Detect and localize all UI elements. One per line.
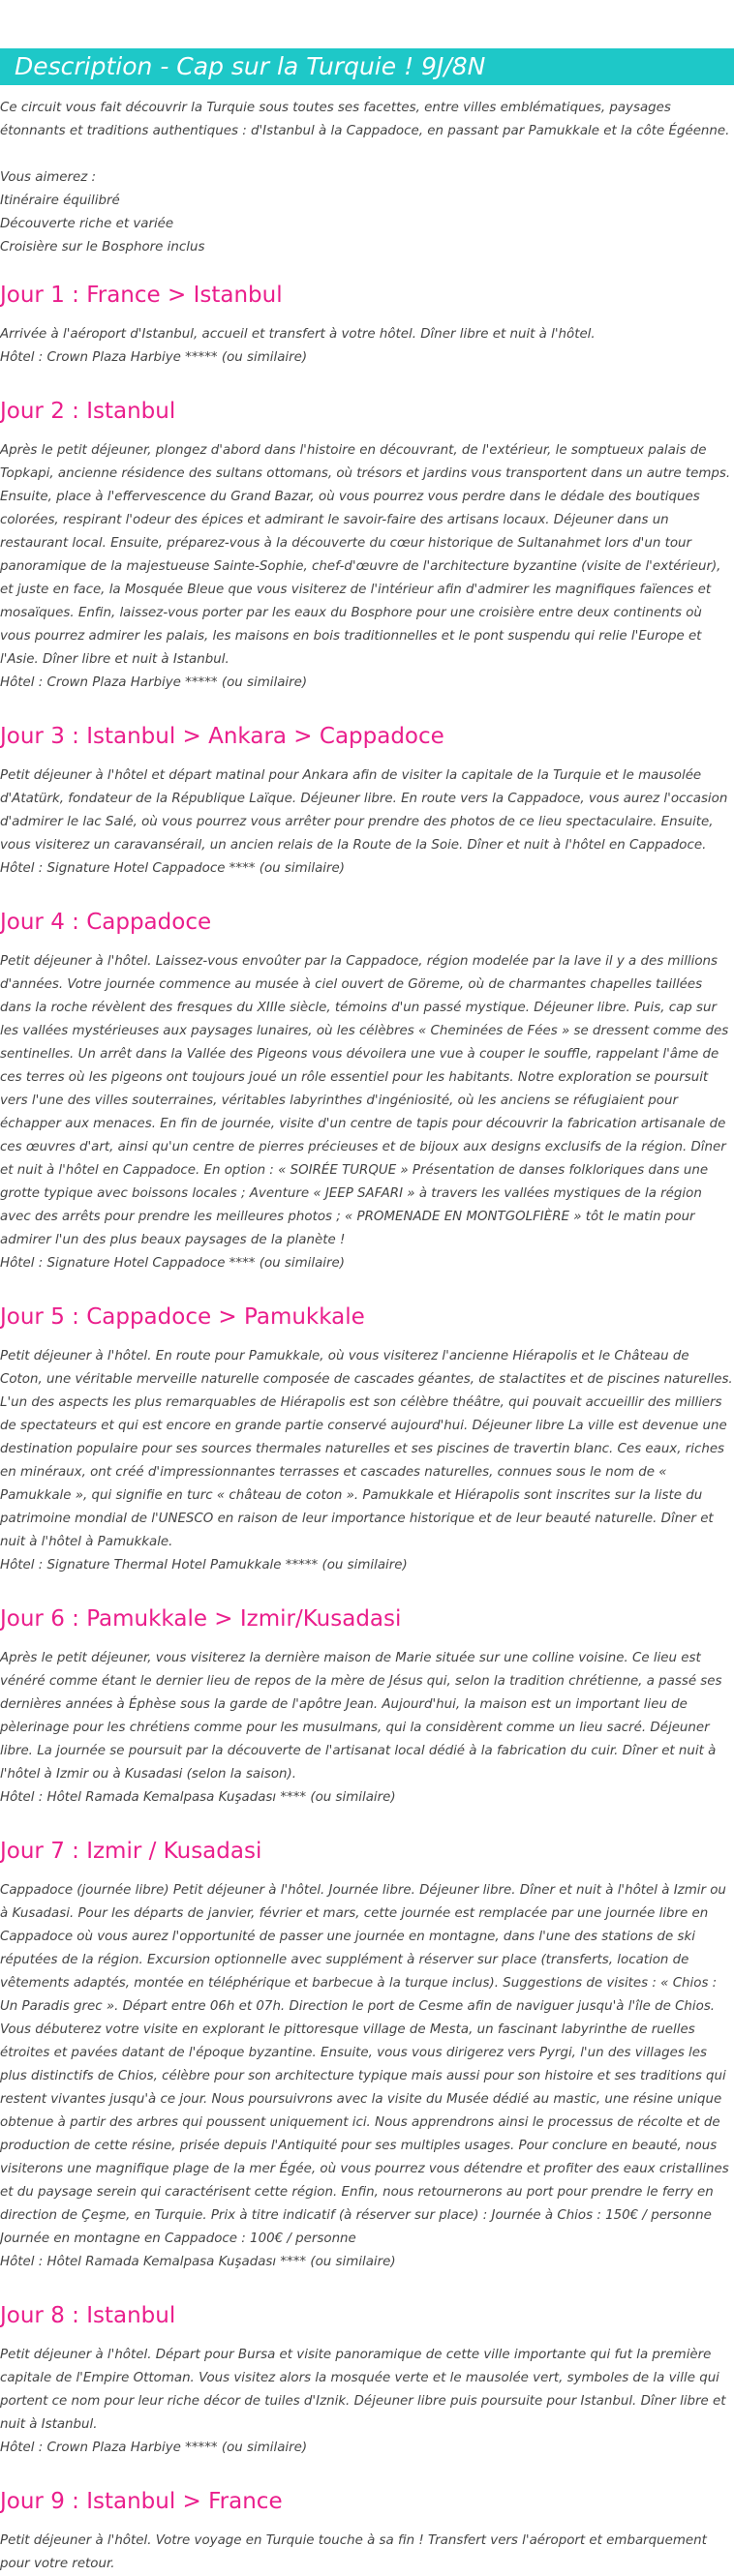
day-4-hotel: Hôtel : Signature Hotel Cappadoce **** (ou similaire) xyxy=(0,1256,345,1271)
intro-spacer xyxy=(0,143,734,166)
day-9-text: Petit déjeuner à l'hôtel. Votre voyage en Turquie touche à sa fin ! Transfert vers l'aéroport et embarquement pour votre retour. xyxy=(0,2533,707,2571)
day-4-heading: Jour 4 : Cappadoce xyxy=(0,910,212,935)
day-3-body xyxy=(0,764,734,881)
day-5-hotel: Hôtel : Signature Thermal Hotel Pamukkale ***** (ou similaire) xyxy=(0,1558,408,1573)
day-6-heading: Jour 6 : Pamukkale > Izmir/Kusadasi xyxy=(0,1606,402,1632)
intro-bullet: Découverte riche et variée xyxy=(0,217,174,231)
day-9-body xyxy=(0,2530,734,2576)
day-8-heading: Jour 8 : Istanbul xyxy=(0,2303,176,2328)
day-6-body xyxy=(0,1647,734,1810)
day-6-hotel: Hôtel : Hôtel Ramada Kemalpasa Kuşadası **** (ou similaire) xyxy=(0,1790,396,1805)
intro-bullet: Itinéraire équilibré xyxy=(0,194,120,208)
day-3-hotel: Hôtel : Signature Hotel Cappadoce **** (ou similaire) xyxy=(0,861,345,876)
day-2-heading: Jour 2 : Istanbul xyxy=(0,399,176,424)
day-2-text: Après le petit déjeuner, plongez d'abord dans l'histoire en découvrant, de l'extérieur, le somptueux palais de Topkapi, ancienne résidence des sultans ottomans, où trésors et jardins vous transportent dans un autre temps. Ensuite, place à l'effervescence du Grand Bazar, où vous pourrez vous perdre dans le dédale des boutiques colorées, respirant l'odeur des épices et admirant le savoir-faire des artisans locaux. Déjeuner dans un restaurant local. Ensuite, préparez-vous à la découverte du cœur historique de Sultanahmet lors d'un tour panoramique de la majestueuse Sainte-Sophie, chef-d'œuvre de l'architecture byzantine (visite de l'extérieur), et juste en face, la Mosquée Bleue que vous visiterez de l'intérieur afin d'admirer les magnifiques faïences et mosaïques. Enfin, laissez-vous porter par les eaux du Bosphore pour une croisière entre deux continents où vous pourrez admirer les palais, les maisons en bois traditionnelles et le pont suspendu qui relie l'Europe et l'Asie. Dîner libre et nuit à Istanbul. xyxy=(0,443,731,667)
day-2-hotel: Hôtel : Crown Plaza Harbiye ***** (ou similaire) xyxy=(0,675,308,690)
day-8-hotel: Hôtel : Crown Plaza Harbiye ***** (ou similaire) xyxy=(0,2441,308,2455)
day-5-heading: Jour 5 : Cappadoce > Pamukkale xyxy=(0,1304,365,1330)
day-1-heading: Jour 1 : France > Istanbul xyxy=(0,283,283,308)
intro-lead: Vous aimerez : xyxy=(0,170,97,185)
day-4-text: Petit déjeuner à l'hôtel. Laissez-vous envoûter par la Cappadoce, région modelée par la lave il y a des millions d'années. Votre journée commence au musée à ciel ouvert de Göreme, où de charmantes chapelles taillées dans la roche révèlent des fresques du XIIIe siècle, témoins d'un passé mystique. Déjeuner libre. Puis, cap sur les vallées mystérieuses aux paysages lunaires, où les célèbres « Cheminées de Fées » se dressent comme des sentinelles. Un arrêt dans la Vallée des Pigeons vous dévoilera une vue à couper le souffle, rappelant l'âme de ces terres où les pigeons ont toujours joué un rôle essentiel pour les habitants. Notre exploration se poursuit vers l'une des villes souterraines, véritables labyrinthes d'ingéniosité, où les anciens se réfugiaient pour échapper aux menaces. En fin de journée, visite d'un centre de tapis pour découvrir la fabrication artisanale de ces œuvres d'art, ainsi qu'un centre de pierres précieuses et de bijoux aux designs exclusifs de la région. Dîner et nuit à l'hôtel en Cappadoce. En option : « SOIRÉE TURQUE » Présentation de danses folkloriques dans une grotte typique avec boissons locales ; Aventure « JEEP SAFARI » à travers les vallées mystiques de la région avec des arrêts pour prendre les meilleures photos ; « PROMENADE EN MONTGOLFIÈRE » tôt le matin pour admirer l'un des plus beaux paysages de la planète ! xyxy=(0,954,729,1247)
day-3-text: Petit déjeuner à l'hôtel et départ matinal pour Ankara afin de visiter la capitale de la Turquie et le mausolée d'Atatürk, fondateur de la République Laïque. Déjeuner libre. En route vers la Cappadoce, vous aurez l'occasion d'admirer le lac Salé, où vous pourrez vous arrêter pour prendre des photos de ce lieu spectaculaire. Ensuite, vous visiterez un caravansérail, un ancien relais de la Route de la Soie. Dîner et nuit à l'hôtel en Cappadoce. xyxy=(0,768,728,853)
day-5-text: Petit déjeuner à l'hôtel. En route pour Pamukkale, où vous visiterez l'ancienne Hiérapolis et le Château de Coton, une véritable merveille naturelle composée de cascades géantes, de stalactites et de piscines naturelles. L'un des aspects les plus remarquables de Hiérapolis est son célèbre théâtre, qui pouvait accueillir des milliers de spectateurs et qui est encore en grande partie conservé aujourd'hui. Déjeuner libre La ville est devenue une destination populaire pour ses sources thermales naturelles et ses piscines de travertin blanc. Ces eaux, riches en minéraux, ont créé d'impressionnantes terrasses et cascades naturelles, connues sous le nom de « Pamukkale », qui signifie en turc « château de coton ». Pamukkale et Hiérapolis sont inscrites sur la liste du patrimoine mondial de l'UNESCO en raison de leur importance historique et de leur beauté naturelle. Dîner et nuit à l'hôtel à Pamukkale. xyxy=(0,1349,733,1549)
day-5-body xyxy=(0,1345,734,1577)
day-2-body xyxy=(0,439,734,695)
day-3-heading: Jour 3 : Istanbul > Ankara > Cappadoce xyxy=(0,724,444,749)
intro-section xyxy=(0,97,734,259)
day-7-text: Cappadoce (journée libre) Petit déjeuner à l'hôtel. Journée libre. Déjeuner libre. Dîner et nuit à l'hôtel à Izmir ou à Kusadasi. Pour les départs de janvier, février et mars, cette journée est remplacée par une journée libre en Cappadoce où vous aurez l'opportunité de passer une journée en montagne, dans l'une des stations de ski réputées de la région. Excursion optionnelle avec supplément à réserver sur place (transferts, location de vêtements adaptés, montée en téléphérique et barbecue à la turque inclus). Suggestions de visites : « Chios : Un Paradis grec ». Départ entre 06h et 07h. Direction le port de Cesme afin de naviguer jusqu'à l'île de Chios. Vous débuterez votre visite en explorant le pittoresque village de Mesta, un fascinant labyrinthe de ruelles étroites et pavées datant de l'époque byzantine. Ensuite, vous vous dirigerez vers Pyrgi, l'un des villages les plus distinctifs de Chios, célèbre pour son architecture typique mais aussi pour son histoire et ses traditions qui restent vivantes jusqu'à ce jour. Nous poursuivrons avec la visite du Musée dédié au mastic, une résine unique obtenue à partir des arbres qui poussent uniquement ici. Nous apprendrons ainsi le processus de récolte et de production de cette résine, prisée depuis l'Antiquité pour ses multiples usages. Pour conclure en beauté, nous visiterons une magnifique plage de la mer Égée, où vous pourrez vous détendre et profiter des eaux cristallines et du paysage serein qui caractérisent cette région. Enfin, nous retournerons au port pour prendre le ferry en direction de Çeşme, en Turquie. Prix à titre indicatif (à réserver sur place) : Journée à Chios : 150€ / personne Journée en montagne en Cappadoce : 100€ / personne xyxy=(0,1883,729,2246)
intro-bullet: Croisière sur le Bosphore inclus xyxy=(0,240,205,255)
intro-paragraph: Ce circuit vous fait découvrir la Turquie sous toutes ses facettes, entre villes emblématiques, paysages étonnants et traditions authentiques : d'Istanbul à la Cappadoce, en passant par Pamukkale et la côte Égéenne. xyxy=(0,101,730,138)
day-6-text: Après le petit déjeuner, vous visiterez la dernière maison de Marie située sur une colline voisine. Ce lieu est vénéré comme étant le dernier lieu de repos de la mère de Jésus qui, selon la tradition chrétienne, a passé ses dernières années à Éphèse sous la garde de l'apôtre Jean. Aujourd'hui, la maison est un important lieu de pèlerinage pour les chrétiens comme pour les musulmans, qui la considèrent comme un lieu sacré. Déjeuner libre. La journée se poursuit par la découverte de l'artisanat local dédié à la fabrication du cuir. Dîner et nuit à l'hôtel à Izmir ou à Kusadasi (selon la saison). xyxy=(0,1651,722,1782)
day-8-body xyxy=(0,2344,734,2460)
day-8-text: Petit déjeuner à l'hôtel. Départ pour Bursa et visite panoramique de cette ville importante qui fut la première capitale de l'Empire Ottoman. Vous visitez alors la mosquée verte et le mausolée vert, symboles de la ville qui portent ce nom pour leur riche décor de tuiles d'Iznik. Déjeuner libre puis poursuite pour Istanbul. Dîner libre et nuit à Istanbul. xyxy=(0,2348,726,2432)
day-9-heading: Jour 9 : Istanbul > France xyxy=(0,2489,283,2514)
day-4-body xyxy=(0,950,734,1275)
day-1-text: Arrivée à l'aéroport d'Istanbul, accueil et transfert à votre hôtel. Dîner libre et nuit à l'hôtel. xyxy=(0,327,596,342)
day-7-hotel: Hôtel : Hôtel Ramada Kemalpasa Kuşadası **** (ou similaire) xyxy=(0,2255,396,2269)
day-1-body xyxy=(0,323,734,370)
page-title: Description - Cap sur la Turquie ! 9J/8N xyxy=(0,48,734,85)
day-1-hotel: Hôtel : Crown Plaza Harbiye ***** (ou similaire) xyxy=(0,350,308,365)
day-7-body xyxy=(0,1879,734,2274)
day-7-heading: Jour 7 : Izmir / Kusadasi xyxy=(0,1839,262,1864)
